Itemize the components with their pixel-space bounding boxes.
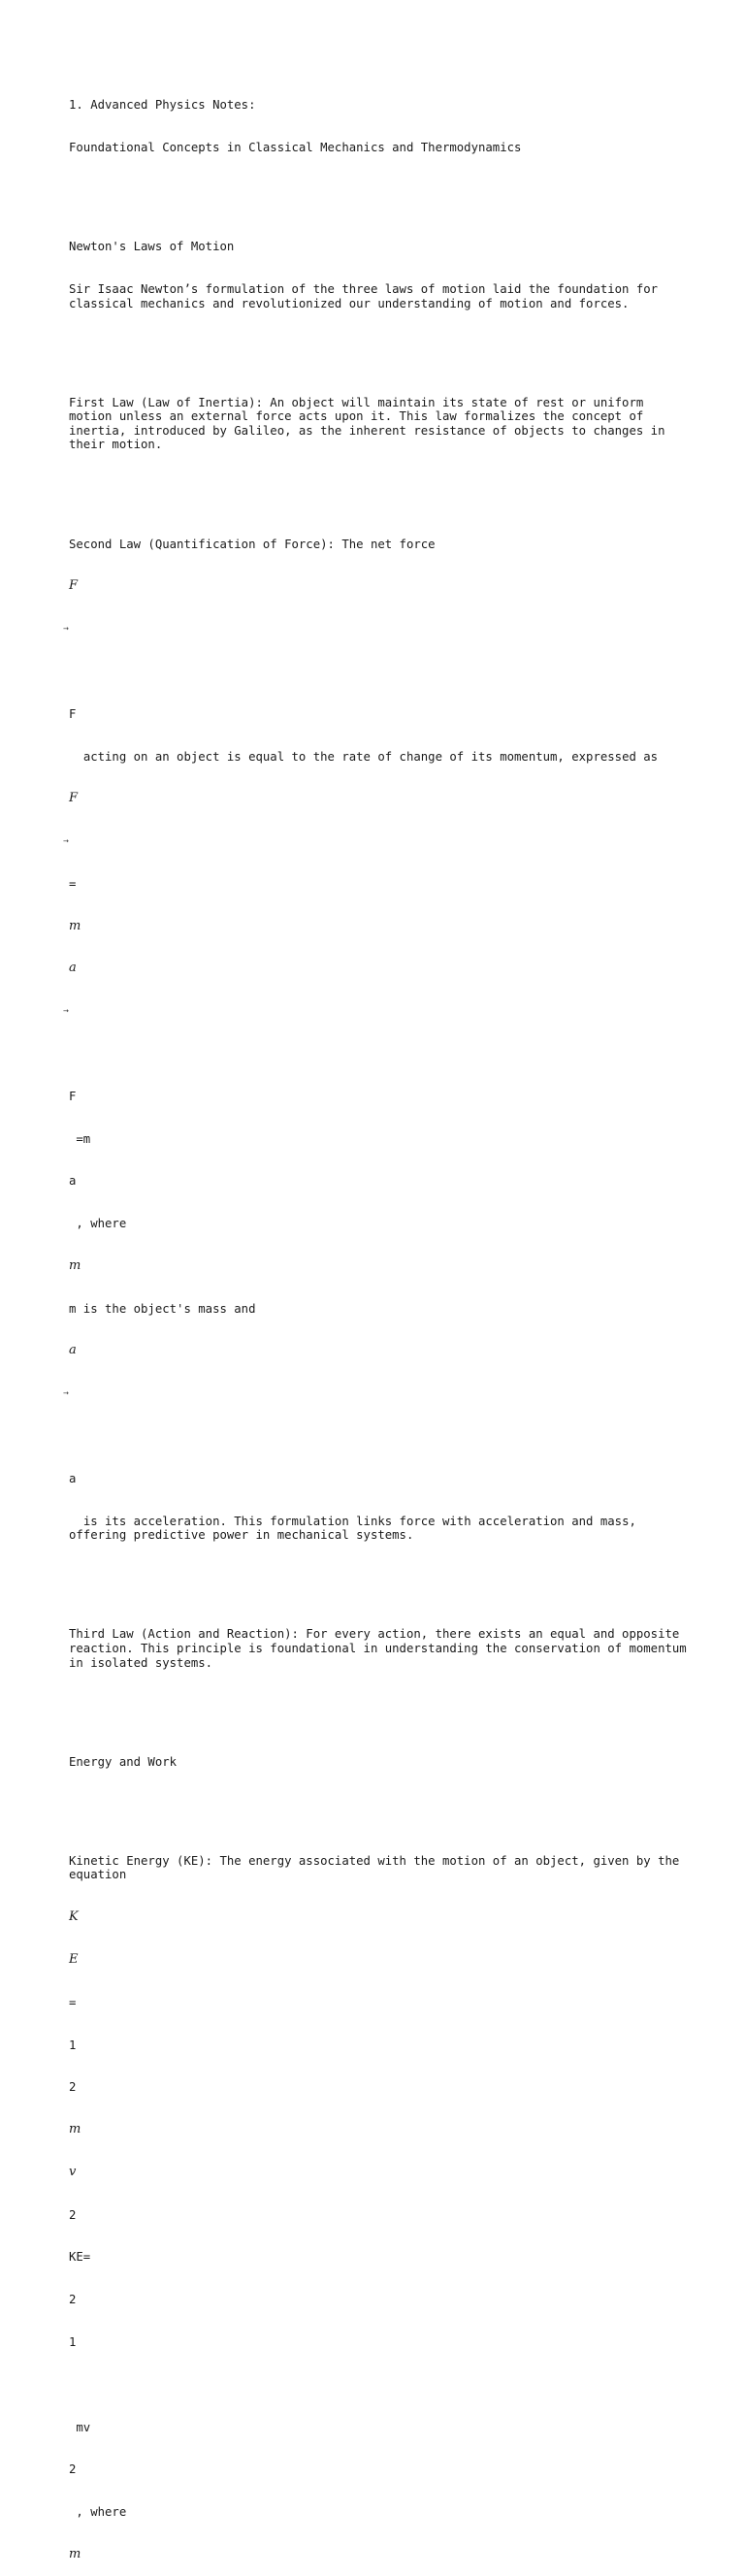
- math-force-symbol: F: [69, 578, 79, 594]
- where-text: , where: [69, 2505, 127, 2520]
- where-text: , where: [69, 1217, 127, 1231]
- newton-intro-paragraph: Sir Isaac Newton’s formulation of the three laws of motion laid the foundation for classical mechanics and revolutionized our understanding of motion and forces.: [69, 281, 665, 310]
- fraction-denominator: 2: [69, 2080, 77, 2095]
- first-law-paragraph: First Law (Law of Inertia): An object will maintain its state of rest or uniform motion unless an external force acts upon it. This law formalizes the concept of inertia, introduced by Galileo, as the inherent resistance of objects to changes in their motion.: [69, 395, 672, 452]
- section-heading-energy: Energy and Work: [69, 1754, 178, 1769]
- vector-arrow-icon: →: [63, 1007, 69, 1016]
- mass-description: m is the object's mass and: [69, 1301, 256, 1316]
- math-e-symbol: E: [69, 1951, 79, 1967]
- fraction-numerator: 1: [69, 2038, 77, 2052]
- section-heading-newton: Newton's Laws of Motion: [69, 240, 235, 254]
- vector-arrow-icon: →: [63, 837, 69, 846]
- plain-equals-m: =m: [69, 1131, 91, 1146]
- math-mass-symbol: m: [69, 1257, 81, 1273]
- plain-force-symbol: F: [69, 706, 77, 721]
- second-law-acting-text: acting on an object is equal to the rate of change of its momentum, expressed as: [69, 749, 659, 764]
- plain-force-symbol: F: [69, 1089, 77, 1103]
- plain-acceleration-symbol: a: [69, 1471, 77, 1485]
- plain-ke-equals: KE=: [69, 2250, 91, 2265]
- plain-fraction-one: 1: [69, 2335, 77, 2349]
- vector-arrow-icon: →: [63, 1389, 69, 1398]
- plain-acceleration-symbol: a: [69, 1174, 77, 1189]
- math-velocity-symbol: v: [69, 2164, 77, 2179]
- document-title: 1. Advanced Physics Notes:: [69, 98, 256, 113]
- math-acceleration-symbol: a: [69, 1343, 77, 1358]
- kinetic-energy-lead: Kinetic Energy (KE): The energy associated with the motion of an object, given by the equation: [69, 1853, 687, 1882]
- equals-sign: =: [69, 876, 77, 891]
- math-mass-symbol: m: [69, 918, 81, 933]
- math-acceleration-symbol: a: [69, 961, 77, 976]
- plain-mv: mv: [69, 2420, 91, 2434]
- math-k-symbol: K: [69, 1909, 79, 1925]
- math-mass-symbol: m: [69, 2546, 81, 2561]
- document-page: [63, 70, 695, 2576]
- plain-fraction-two: 2: [69, 2293, 77, 2307]
- equals-sign: =: [69, 1995, 77, 2009]
- math-mass-symbol: m: [69, 2122, 81, 2137]
- vector-arrow-icon: →: [63, 625, 69, 634]
- exponent-two: 2: [69, 2207, 77, 2222]
- acceleration-description: is its acceleration. This formulation links force with acceleration and mass, offering predictive power in mechanical systems.: [69, 1514, 644, 1543]
- third-law-paragraph: Third Law (Action and Reaction): For every action, there exists an equal and opposite reaction. This principle is foundational in understanding the conservation of momentum in isolated systems.: [69, 1627, 695, 1670]
- second-law-lead: Second Law (Quantification of Force): The net force: [69, 537, 436, 551]
- document-subtitle: Foundational Concepts in Classical Mechanics and Thermodynamics: [69, 140, 522, 154]
- math-force-symbol: F: [69, 791, 79, 806]
- plain-exponent-two: 2: [69, 2462, 77, 2477]
